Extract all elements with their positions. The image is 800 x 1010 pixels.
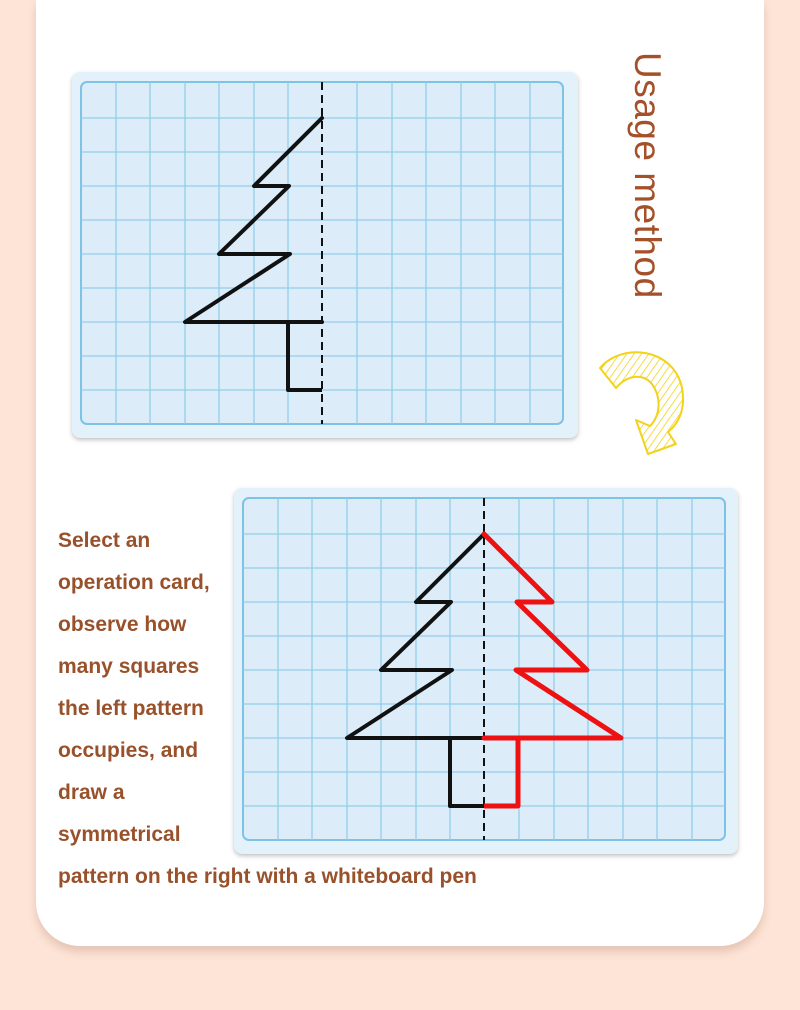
instruction-line: operation card, [58,571,210,594]
example-card [72,72,578,438]
page-title [622,52,682,332]
instruction-line: the left pattern [58,697,204,720]
instruction-line: pattern on the right with a whiteboard pen [58,865,477,888]
instruction-line: symmetrical [58,823,181,846]
instructions [58,526,477,904]
title-text: Usage method [627,52,668,299]
instruction-line: many squares [58,655,200,678]
instruction-line: occupies, and [58,739,199,762]
instruction-line: Select an [58,529,151,552]
grid-drawing-left-half [72,72,578,438]
instruction-line: draw a [58,781,125,804]
curved-arrow-icon [592,340,692,460]
instruction-line: observe how [58,613,187,636]
